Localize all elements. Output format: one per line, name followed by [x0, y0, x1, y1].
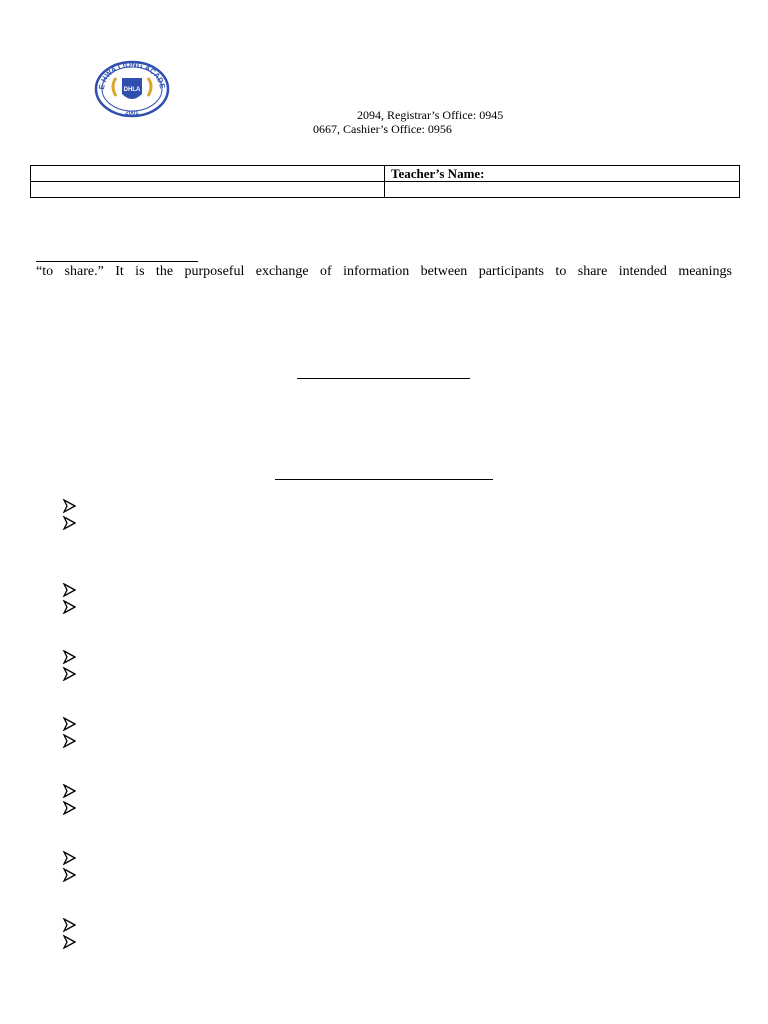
arrowhead-bullet-icon: [62, 583, 80, 597]
arrowhead-bullet-icon: [62, 734, 80, 748]
arrowhead-bullet-icon: [62, 918, 80, 932]
arrowhead-bullet-icon: [62, 868, 80, 882]
section-heading-underline: [275, 479, 493, 480]
arrowhead-bullet-icon: [62, 717, 80, 731]
arrowhead-bullet-icon: [62, 667, 80, 681]
teacher-name-label: Teacher’s Name:: [385, 166, 740, 182]
arrowhead-bullet-icon: [62, 516, 80, 530]
body-paragraph: [36, 263, 732, 280]
contact-line-2: 0667, Cashier’s Office: 0956: [313, 122, 452, 136]
arrowhead-bullet-icon: [62, 650, 80, 664]
paragraph-line: “to share.” It is the purposeful exchange of information between participants to share intended meanings: [36, 264, 732, 279]
arrowhead-bullet-icon: [62, 935, 80, 949]
arrowhead-bullet-icon: [62, 600, 80, 614]
blank-field-cell[interactable]: [31, 166, 385, 182]
logo-arc-text: E HWA LIONG ACADE: [96, 60, 168, 91]
svg-text:2001: [125, 110, 140, 117]
logo-year-text: 2001: [124, 110, 140, 117]
student-info-table: [30, 165, 740, 198]
underline-rule: [36, 261, 198, 262]
blank-field-cell[interactable]: [31, 182, 385, 198]
logo-center-text: DHLA: [123, 87, 141, 93]
table-row: [31, 182, 740, 198]
table-row: [31, 166, 740, 182]
school-logo: [94, 60, 170, 118]
arrowhead-bullet-icon: [62, 784, 80, 798]
teacher-name-field[interactable]: [385, 182, 740, 198]
arrowhead-bullet-icon: [62, 499, 80, 513]
arrowhead-bullet-icon: [62, 801, 80, 815]
arrowhead-bullet-icon: [62, 851, 80, 865]
contact-line-1: 2094, Registrar’s Office: 0945: [357, 108, 504, 122]
section-heading-underline: [297, 378, 470, 379]
